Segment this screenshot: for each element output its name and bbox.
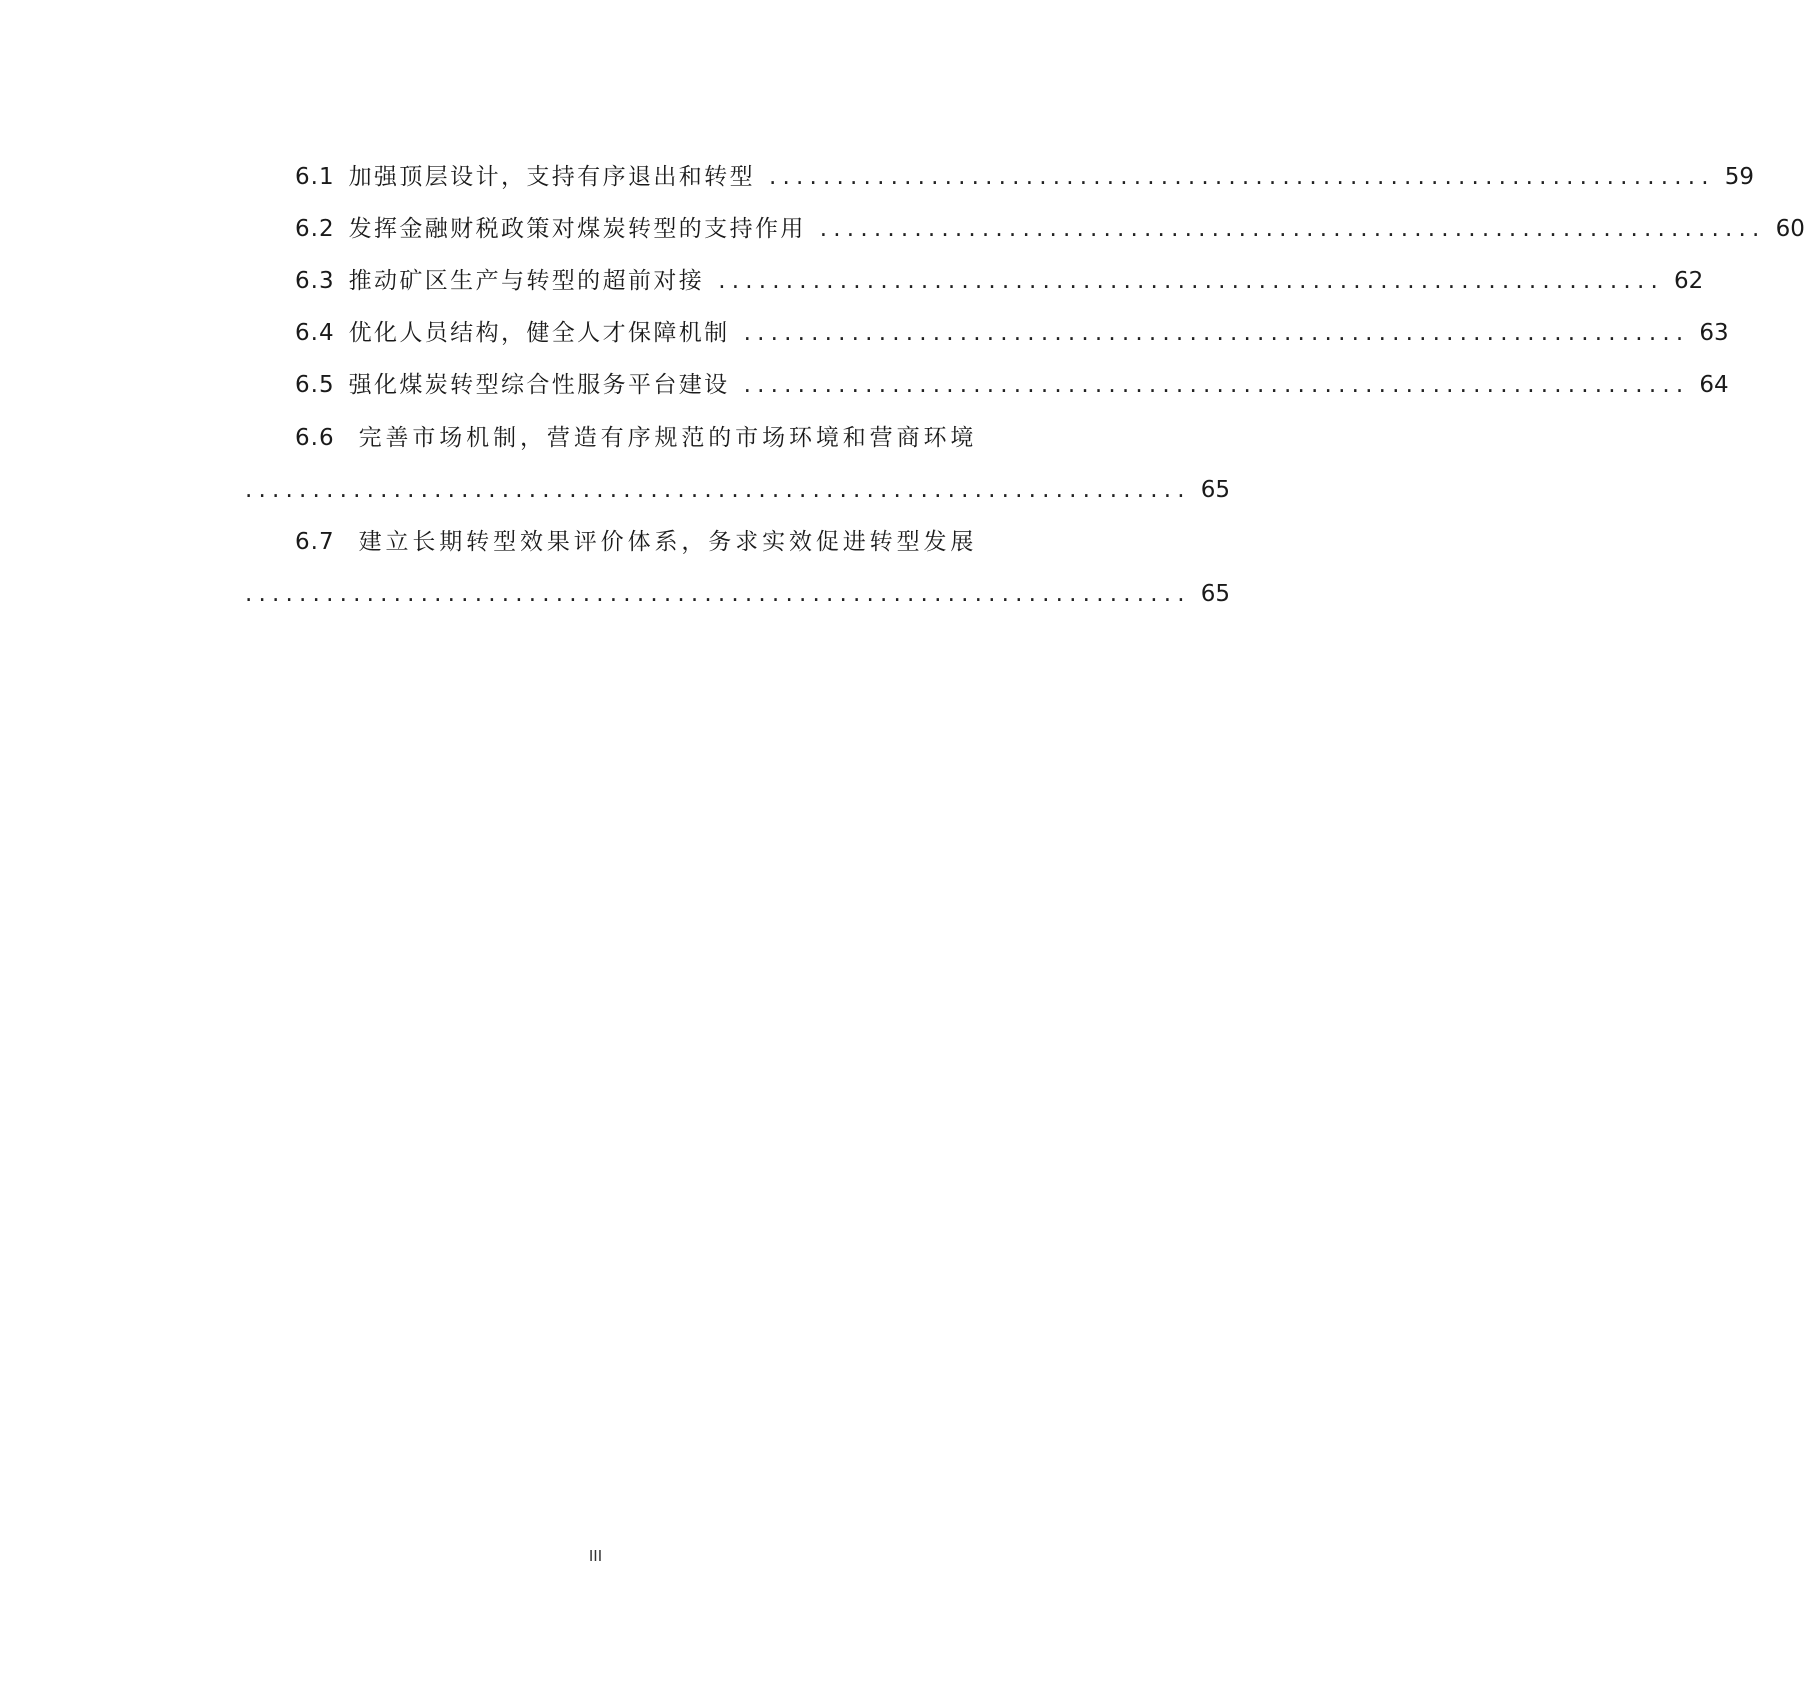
- toc-entry-page: 65: [1200, 477, 1231, 503]
- toc-leader-dots: ......................................................................: [743, 372, 1690, 398]
- toc-leader-dots: ......................................................................: [819, 216, 1766, 242]
- toc-entry-title: 推动矿区生产与转型的超前对接: [348, 268, 705, 294]
- toc-entry-6-2[interactable]: [245, 211, 1805, 247]
- toc-entry-number: 6.2: [295, 216, 335, 242]
- toc-entry-title: 加强顶层设计，支持有序退出和转型: [348, 164, 755, 190]
- toc-leader-dots: ......................................................................: [768, 164, 1715, 190]
- toc-entry-page: 62: [1673, 268, 1704, 294]
- toc-entry-6-6-continuation[interactable]: [245, 472, 1231, 508]
- toc-entry-number: 6.6: [295, 425, 335, 451]
- toc-entry-6-6[interactable]: [245, 420, 1011, 456]
- toc-entry-number: 6.5: [295, 372, 335, 398]
- toc-entry-page: 60: [1775, 216, 1805, 242]
- toc-entry-title: 发挥金融财税政策对煤炭转型的支持作用: [348, 216, 806, 242]
- toc-entry-6-3[interactable]: [245, 263, 1704, 299]
- toc-entry-number: 6.1: [295, 164, 335, 190]
- toc-leader-dots: ......................................................................: [718, 268, 1664, 294]
- toc-entry-page: 64: [1699, 372, 1729, 398]
- toc-entry-number: 6.4: [295, 320, 335, 346]
- toc-entry-page: 65: [1200, 581, 1231, 607]
- toc-leader-dots: ......................................................................: [245, 581, 1191, 607]
- toc-entry-6-1[interactable]: [245, 159, 1755, 195]
- toc-leader-dots: ......................................................................: [245, 477, 1191, 503]
- toc-entry-title: 强化煤炭转型综合性服务平台建设: [348, 372, 730, 398]
- toc-entry-number: 6.3: [295, 268, 335, 294]
- toc-entry-6-7[interactable]: [245, 524, 1011, 560]
- toc-entry-6-4[interactable]: [245, 315, 1729, 351]
- toc-entry-6-5[interactable]: [245, 367, 1729, 403]
- toc-entry-title: 建立长期转型效果评价体系，务求实效促进转型发展: [358, 529, 978, 555]
- toc-entry-page: 59: [1724, 164, 1755, 190]
- toc-entry-title: 优化人员结构，健全人才保障机制: [348, 320, 730, 346]
- toc-entry-title: 完善市场机制，营造有序规范的市场环境和营商环境: [358, 425, 978, 451]
- toc-entry-6-7-continuation[interactable]: [245, 576, 1231, 612]
- page-number: III: [588, 1547, 603, 1565]
- toc-entry-page: 63: [1699, 320, 1729, 346]
- toc-entry-number: 6.7: [295, 529, 335, 555]
- toc-leader-dots: ......................................................................: [743, 320, 1690, 346]
